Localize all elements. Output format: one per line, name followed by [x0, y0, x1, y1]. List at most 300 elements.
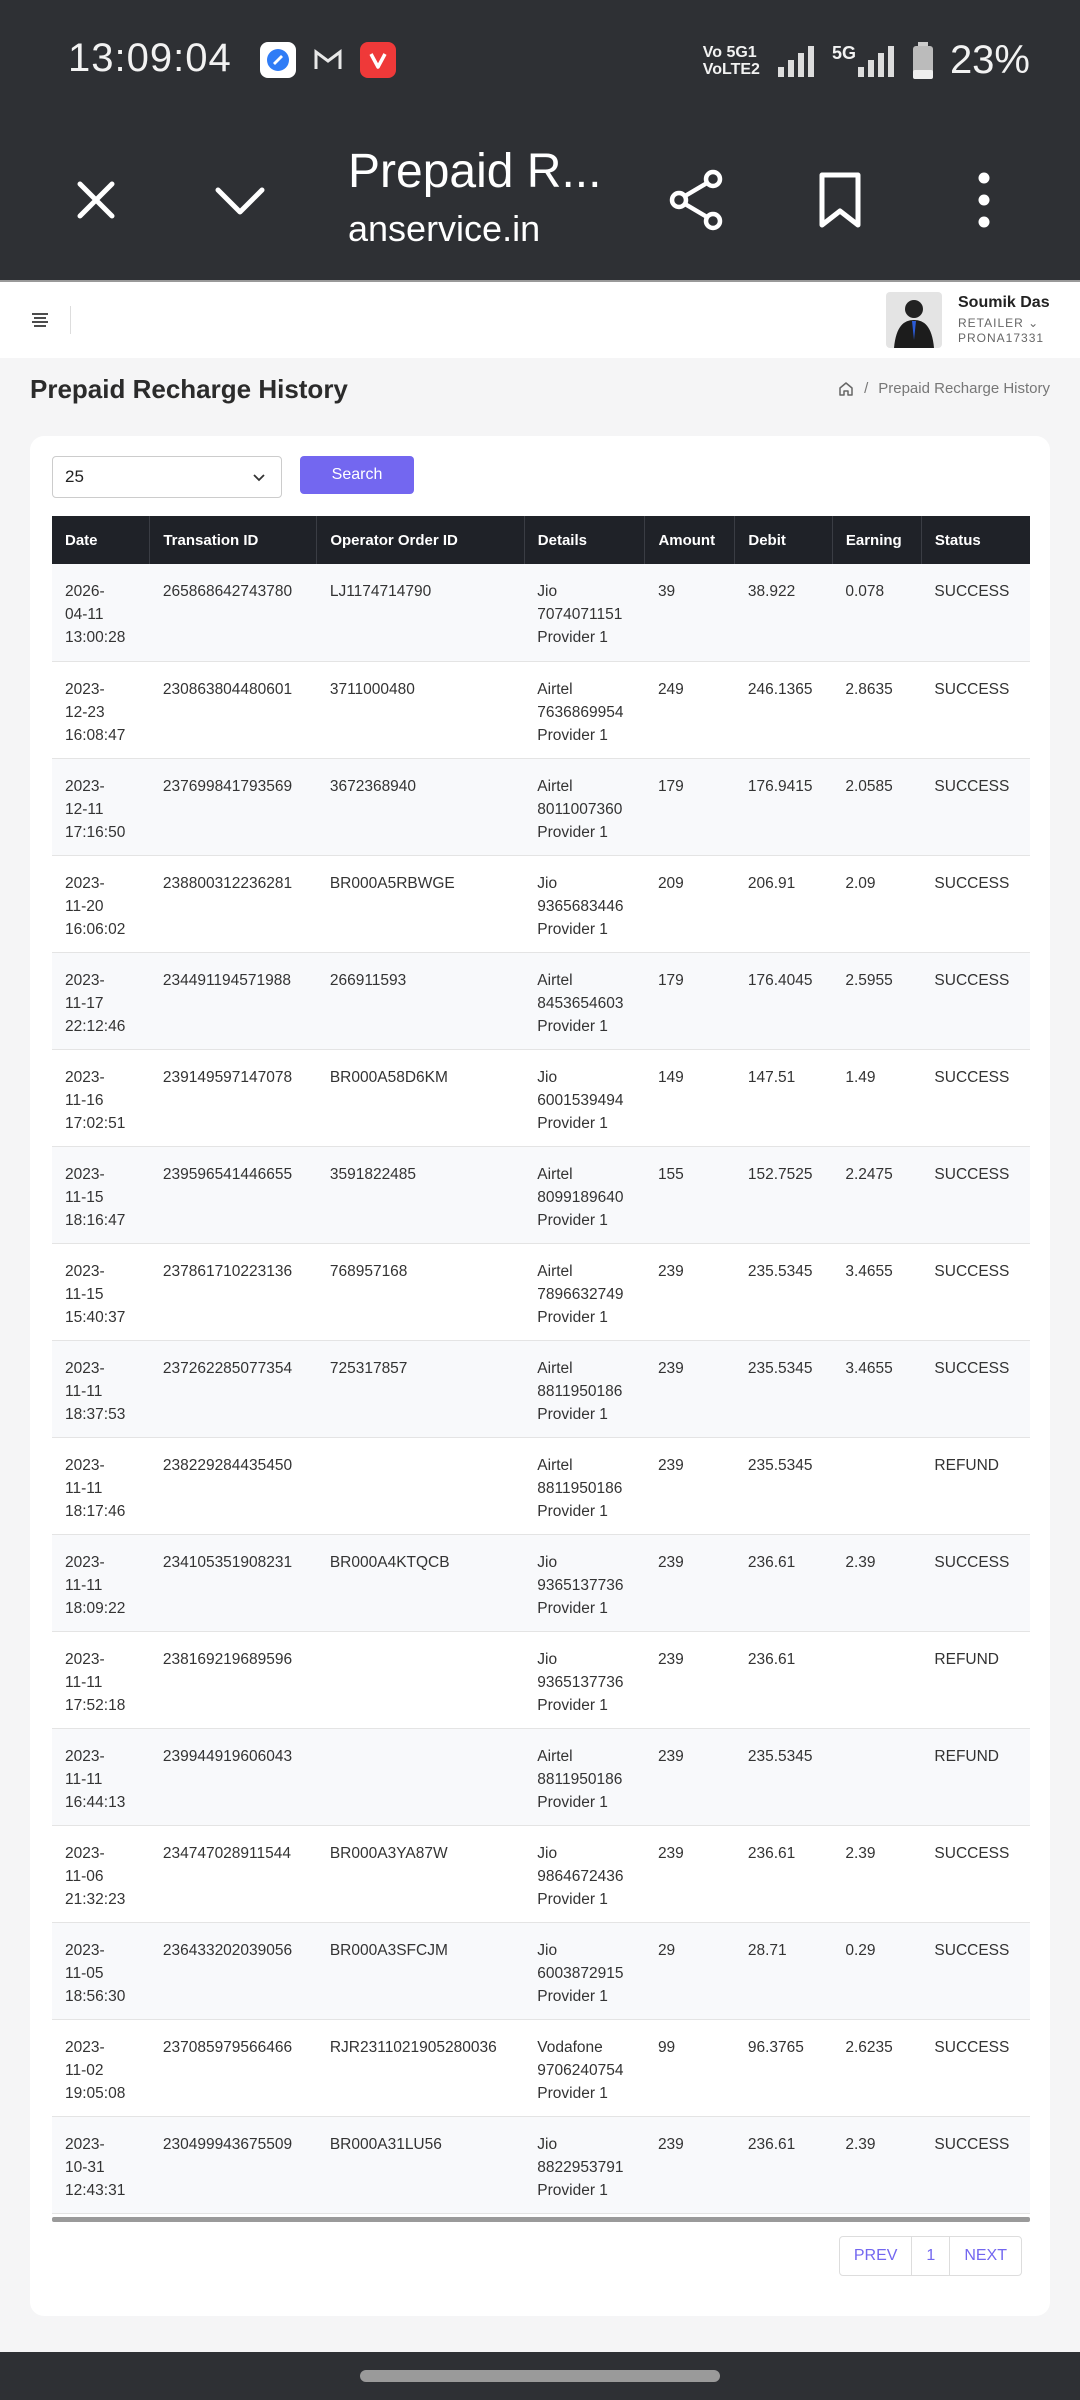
cell-status: SUCCESS [934, 1941, 1010, 1959]
cell-details-line: 9864672436 [537, 1867, 624, 1885]
cell-date-line: 18:16:47 [65, 1211, 126, 1229]
cell-status: SUCCESS [934, 874, 1010, 892]
cell-details-line: 8822953791 [537, 2158, 624, 2176]
column-header[interactable]: Status [934, 531, 981, 549]
cell-debit: 206.91 [747, 874, 796, 892]
cell-details [524, 952, 645, 1049]
cell-transaction-id: 238800312236281 [162, 874, 293, 892]
cell-details [524, 1146, 645, 1243]
cell-earning: 2.39 [845, 2135, 876, 2153]
cell-operator-order-id: RJR2311021905280036 [329, 2038, 497, 2056]
recharge-history-table [52, 516, 1030, 2214]
table-row [52, 1340, 1030, 1437]
cell-earning: 2.8635 [845, 680, 893, 698]
hamburger-menu-icon [30, 312, 50, 328]
cell-details-line: Provider 1 [537, 1114, 608, 1132]
cell-date-line: 11-16 [65, 1091, 104, 1109]
cell-date-line: 2023- [65, 1941, 105, 1959]
cell-date-line: 12-23 [65, 703, 105, 721]
cell-date-line: 18:56:30 [65, 1987, 126, 2005]
status-bar [0, 0, 1080, 124]
cell-operator-order-id [317, 1437, 524, 1534]
cell-amount: 239 [657, 2135, 684, 2153]
cell-date [52, 1922, 150, 2019]
cell-transaction-id: 237861710223136 [162, 1262, 293, 1280]
cell-details-line: Vodafone [537, 2038, 603, 2056]
column-header[interactable]: Transation ID [150, 516, 317, 564]
battery-level: 23% [949, 38, 1030, 82]
cell-details-line: 7896632749 [537, 1285, 624, 1303]
user-avatar-icon [886, 292, 942, 348]
messages-app-icon [260, 42, 296, 78]
home-gesture-handle[interactable] [360, 2370, 720, 2382]
cell-earning: 2.2475 [845, 1165, 893, 1183]
table-row [52, 1825, 1030, 1922]
cell-details-line: Jio [537, 1068, 558, 1086]
cell-details-line: Jio [537, 2135, 558, 2153]
cell-transaction-id: 239944919606043 [162, 1747, 293, 1765]
nav-divider [70, 306, 71, 334]
cell-date [52, 2116, 150, 2213]
cell-status: REFUND [934, 1456, 1000, 1474]
cell-transaction-id: 237262285077354 [162, 1359, 293, 1377]
cell-details-line: 8011007360 [537, 800, 623, 818]
cell-operator-order-id: LJ1174714790 [329, 583, 432, 600]
cell-details-line: Airtel [537, 1747, 573, 1765]
cell-details [524, 1437, 645, 1534]
cell-debit: 236.61 [747, 1650, 796, 1668]
cell-date-line: 2023- [65, 1068, 105, 1086]
cell-date-line: 15:40:37 [65, 1308, 126, 1326]
cell-amount: 149 [657, 1068, 684, 1086]
cell-details [524, 1631, 645, 1728]
cell-details-line: 8453654603 [537, 994, 624, 1012]
column-header[interactable]: Date [52, 516, 150, 564]
next-page-button[interactable]: NEXT [964, 2247, 1007, 2264]
cell-amount: 239 [657, 1650, 684, 1668]
cell-debit: 246.1365 [747, 680, 813, 698]
cell-details [524, 2116, 645, 2213]
cell-details-line: Provider 1 [537, 920, 608, 938]
close-icon [72, 176, 120, 224]
cell-debit: 236.61 [747, 1844, 796, 1862]
cell-details [524, 758, 645, 855]
page-size-select[interactable] [52, 456, 282, 498]
cell-details-line: Airtel [537, 971, 573, 989]
cell-operator-order-id: BR000A5RBWGE [329, 874, 455, 892]
cell-date-line: 11-05 [65, 1964, 104, 1982]
cell-date-line: 2023- [65, 874, 105, 892]
cell-transaction-id: 234491194571988 [162, 971, 291, 989]
table-row [52, 1437, 1030, 1534]
more-options-button[interactable] [948, 164, 1020, 236]
cell-debit: 235.5345 [747, 1262, 813, 1280]
table-row [52, 1728, 1030, 1825]
cell-details [524, 1728, 645, 1825]
cell-amount: 249 [657, 680, 684, 698]
cell-earning: 0.29 [845, 1941, 876, 1959]
cell-transaction-id: 237085979566466 [162, 2038, 293, 2056]
share-icon [667, 169, 725, 231]
cell-date-line: 2023- [65, 1262, 105, 1280]
column-header[interactable]: Details [524, 516, 645, 564]
vivaldi-icon [360, 42, 396, 78]
cell-amount: 239 [657, 1456, 684, 1474]
cell-details-line: Provider 1 [537, 2084, 608, 2102]
cell-status: REFUND [934, 1747, 1000, 1765]
cell-operator-order-id: BR000A3YA87W [329, 1844, 448, 1862]
cell-debit: 38.922 [747, 583, 796, 600]
cell-date-line: 2023- [65, 2135, 105, 2153]
gmail-icon [310, 42, 346, 78]
column-header[interactable]: Earning [832, 516, 921, 564]
cell-details-line: Provider 1 [537, 1696, 608, 1714]
current-page[interactable]: 1 [912, 2237, 950, 2275]
table-row [52, 758, 1030, 855]
cell-operator-order-id: BR000A4KTQCB [329, 1553, 450, 1571]
notification-icons [260, 42, 396, 78]
cell-details-line: Provider 1 [537, 1502, 608, 1520]
table-row [52, 1922, 1030, 2019]
cell-status: SUCCESS [934, 680, 1010, 698]
cell-date-line: 2023- [65, 1553, 105, 1571]
cell-details-line: Provider 1 [537, 1308, 608, 1326]
cell-details-line: 6001539494 [537, 1091, 624, 1109]
cell-details-line: 9706240754 [537, 2061, 624, 2079]
cell-transaction-id: 236433202039056 [162, 1941, 293, 1959]
cell-earning: 2.09 [845, 874, 876, 892]
cell-details-line: Provider 1 [537, 2181, 608, 2199]
cell-operator-order-id: 3591822485 [329, 1165, 417, 1183]
cell-transaction-id: 239149597147078 [162, 1068, 293, 1086]
table-row [52, 1534, 1030, 1631]
cell-status: SUCCESS [934, 1359, 1010, 1377]
cell-date-line: 11-15 [65, 1188, 104, 1206]
cell-transaction-id: 238169219689596 [162, 1650, 293, 1668]
cell-operator-order-id: BR000A3SFCJM [329, 1941, 448, 1959]
cell-details-line: Provider 1 [537, 726, 608, 744]
cell-date-line: 2023- [65, 1165, 105, 1183]
cell-details-line: Provider 1 [537, 1793, 608, 1811]
cell-amount: 239 [657, 1262, 684, 1280]
close-tab-button[interactable] [60, 164, 132, 236]
status-indicators [703, 38, 1030, 83]
cell-details-line: 8811950186 [537, 1770, 623, 1788]
cell-details-line: 8811950186 [537, 1382, 623, 1400]
bookmark-button[interactable] [804, 164, 876, 236]
cell-details-line: Provider 1 [537, 823, 608, 841]
cell-date [52, 758, 150, 855]
cell-date-line: 11-11 [65, 1576, 103, 1594]
user-code: PRONA17331 [958, 331, 1045, 345]
table-row [52, 855, 1030, 952]
table-row [52, 952, 1030, 1049]
cell-details-line: Airtel [537, 1165, 573, 1183]
table-header-row [52, 516, 1030, 564]
table-row [52, 661, 1030, 758]
cell-details-line: Provider 1 [537, 1405, 608, 1423]
cell-operator-order-id: 3672368940 [329, 777, 417, 795]
cell-date-line: 11-15 [65, 1285, 104, 1303]
cell-date-line: 2026- [65, 583, 105, 600]
cell-date-line: 21:32:23 [65, 1890, 126, 1908]
cell-date [52, 564, 150, 661]
search-button[interactable]: Search [300, 456, 414, 494]
cell-details [524, 661, 645, 758]
cell-earning: 2.5955 [845, 971, 893, 989]
cell-details-line: Jio [537, 583, 558, 600]
cell-date [52, 1728, 150, 1825]
cell-debit: 236.61 [747, 1553, 796, 1571]
cell-status: SUCCESS [934, 1844, 1010, 1862]
page-url[interactable]: anservice.in [348, 208, 541, 249]
cell-details [524, 1340, 645, 1437]
cell-operator-order-id [317, 1728, 524, 1825]
cell-date [52, 952, 150, 1049]
cell-status: SUCCESS [934, 1165, 1010, 1183]
more-vertical-icon [974, 172, 994, 228]
cell-operator-order-id: 3711000480 [329, 680, 415, 698]
cell-details-line: Provider 1 [537, 629, 608, 646]
cell-date [52, 2019, 150, 2116]
cell-details-line: Airtel [537, 680, 573, 698]
cell-date-line: 18:09:22 [65, 1599, 126, 1617]
cell-date-line: 2023- [65, 1456, 105, 1474]
cell-date-line: 12:43:31 [65, 2181, 126, 2199]
cell-date-line: 11-02 [65, 2061, 104, 2079]
cell-transaction-id: 239596541446655 [162, 1165, 293, 1183]
cell-transaction-id: 230863804480601 [162, 680, 293, 698]
cell-date-line: 22:12:46 [65, 1017, 126, 1035]
cell-details [524, 1825, 645, 1922]
cell-earning: 2.39 [845, 1553, 876, 1571]
cell-details-line: Jio [537, 1844, 558, 1862]
chevron-down-icon [251, 469, 267, 485]
cell-details-line: Airtel [537, 1359, 573, 1377]
cell-details [524, 855, 645, 952]
cell-date [52, 1825, 150, 1922]
cell-details-line: 8811950186 [537, 1479, 623, 1497]
cell-date-line: 17:52:18 [65, 1696, 126, 1714]
cell-debit: 176.4045 [747, 971, 813, 989]
cell-amount: 239 [657, 1844, 684, 1862]
cell-details-line: Provider 1 [537, 1890, 608, 1908]
prev-page-button[interactable]: PREV [840, 2237, 913, 2275]
cell-debit: 147.51 [747, 1068, 796, 1086]
column-header[interactable]: Debit [735, 516, 832, 564]
browser-toolbar [0, 124, 1080, 280]
breadcrumb-separator: / [864, 380, 869, 397]
page-title: Prepaid Recharge History [30, 374, 348, 404]
cell-date-line: 13:00:28 [65, 629, 126, 646]
cell-debit: 235.5345 [747, 1456, 813, 1474]
cell-details-line: Airtel [537, 1456, 573, 1474]
cell-details-line: Jio [537, 874, 558, 892]
cell-operator-order-id: 725317857 [329, 1359, 408, 1377]
breadcrumb [838, 380, 1050, 397]
cell-details-line: Provider 1 [537, 1017, 608, 1035]
avatar[interactable] [886, 292, 942, 348]
cell-details [524, 1049, 645, 1146]
cell-details-line: 7074071151 [537, 606, 623, 623]
chevron-down-icon [212, 180, 268, 220]
cell-debit: 96.3765 [747, 2038, 804, 2056]
network-type-label: Vo 5G1 VoLTE2 [702, 43, 760, 78]
cell-transaction-id: 238229284435450 [162, 1456, 293, 1474]
cell-date-line: 16:08:47 [65, 726, 126, 744]
cell-date-line: 10-31 [65, 2158, 105, 2176]
history-card [30, 436, 1050, 2316]
cell-operator-order-id [317, 1631, 524, 1728]
cell-date-line: 16:06:02 [65, 920, 126, 938]
cell-details-line: 9365683446 [537, 897, 624, 915]
cell-details-line: Provider 1 [537, 1987, 608, 2005]
signal-5g-icon: 5G [832, 43, 896, 79]
cell-date [52, 1243, 150, 1340]
status-time: 13:09:04 [68, 36, 232, 80]
cell-date-line: 12-11 [65, 800, 104, 818]
cell-amount: 155 [657, 1165, 684, 1183]
cell-earning: 2.39 [845, 1844, 876, 1862]
cell-operator-order-id: 266911593 [329, 971, 407, 989]
table-row [52, 2116, 1030, 2213]
user-name[interactable]: Soumik Das [958, 294, 1050, 311]
bookmark-icon [818, 171, 862, 229]
user-role-dropdown[interactable]: RETAILER ⌄ [958, 316, 1040, 330]
cell-date-line: 11-11 [65, 1770, 103, 1788]
minimize-tab-button[interactable] [204, 164, 276, 236]
cell-amount: 239 [657, 1553, 684, 1571]
cell-date [52, 1437, 150, 1534]
cell-date [52, 661, 150, 758]
cell-date-line: 18:37:53 [65, 1405, 126, 1423]
cell-status: SUCCESS [934, 1262, 1010, 1280]
cell-details-line: Airtel [537, 1262, 573, 1280]
table-row [52, 1243, 1030, 1340]
cell-details [524, 1243, 645, 1340]
column-header[interactable]: Operator Order ID [317, 516, 524, 564]
cell-amount: 179 [657, 777, 684, 795]
breadcrumb-current: Prepaid Recharge History [878, 380, 1050, 397]
cell-date [52, 855, 150, 952]
pagination [839, 2236, 1022, 2276]
cell-amount: 239 [657, 1747, 684, 1765]
cell-date-line: 17:16:50 [65, 823, 126, 841]
cell-debit: 28.71 [747, 1941, 787, 1959]
cell-details-line: Jio [537, 1553, 558, 1571]
cell-date [52, 1146, 150, 1243]
share-button[interactable] [660, 164, 732, 236]
cell-date-line: 16:44:13 [65, 1793, 126, 1811]
cell-earning: 3.4655 [845, 1359, 893, 1377]
cell-operator-order-id: 768957168 [329, 1262, 408, 1280]
cell-date-line: 11-06 [65, 1867, 104, 1885]
cell-amount: 179 [657, 971, 684, 989]
cell-transaction-id: 234105351908231 [162, 1553, 293, 1571]
cell-date-line: 2023- [65, 777, 105, 795]
table-row [52, 1049, 1030, 1146]
cell-amount: 99 [657, 2038, 676, 2056]
cell-details [524, 564, 645, 661]
cell-details-line: Airtel [537, 777, 573, 795]
table-row [52, 564, 1030, 661]
cell-details-line: Provider 1 [537, 1211, 608, 1229]
cell-debit: 152.7525 [747, 1165, 813, 1183]
cell-date-line: 2023- [65, 1359, 105, 1377]
cell-debit: 176.9415 [747, 777, 813, 795]
cell-earning: 1.49 [845, 1068, 876, 1086]
cell-status: SUCCESS [934, 1068, 1010, 1086]
page-size-value: 25 [65, 467, 84, 486]
cell-date [52, 1340, 150, 1437]
cell-transaction-id: 265868642743780 [162, 583, 293, 600]
column-header[interactable]: Amount [645, 516, 735, 564]
cell-date-line: 2023- [65, 2038, 105, 2056]
cell-earning: 2.0585 [845, 777, 893, 795]
cell-details-line: Provider 1 [537, 1599, 608, 1617]
cell-date-line: 11-11 [65, 1673, 103, 1691]
cell-details [524, 1922, 645, 2019]
cell-date-line: 11-11 [65, 1382, 103, 1400]
cell-date-line: 2023- [65, 680, 105, 698]
cell-details [524, 1534, 645, 1631]
table-row [52, 2019, 1030, 2116]
cell-amount: 209 [657, 874, 684, 892]
page-tab-title: Prepaid R... [348, 145, 602, 198]
table-row [52, 1146, 1030, 1243]
cell-earning: 2.6235 [845, 2038, 893, 2056]
cell-transaction-id: 230499943675509 [162, 2135, 293, 2153]
cell-earning: 3.4655 [845, 1262, 893, 1280]
cell-date-line: 2023- [65, 1747, 105, 1765]
cell-details-line: 9365137736 [537, 1576, 624, 1594]
cell-status: SUCCESS [934, 2135, 1010, 2153]
cell-earning [832, 1631, 921, 1728]
menu-toggle[interactable] [30, 312, 50, 332]
cell-date-line: 11-20 [65, 897, 104, 915]
cell-date-line: 04-11 [65, 606, 104, 623]
cell-date-line: 11-11 [65, 1479, 103, 1497]
cell-details-line: 9365137736 [537, 1673, 624, 1691]
cell-debit: 235.5345 [747, 1747, 813, 1765]
home-icon[interactable] [838, 381, 854, 397]
cell-details-line: 8099189640 [537, 1188, 624, 1206]
cell-transaction-id: 237699841793569 [162, 777, 293, 795]
cell-amount: 39 [657, 583, 676, 600]
battery-icon [912, 42, 934, 80]
cell-transaction-id: 234747028911544 [162, 1844, 291, 1862]
cell-details-line: Jio [537, 1650, 558, 1668]
cell-date-line: 2023- [65, 1650, 105, 1668]
cell-date [52, 1049, 150, 1146]
horizontal-scrollbar[interactable] [52, 2217, 1030, 2222]
cell-date [52, 1631, 150, 1728]
cell-status: SUCCESS [934, 971, 1010, 989]
cell-status: SUCCESS [934, 1553, 1010, 1571]
cell-earning [832, 1728, 921, 1825]
cell-amount: 239 [657, 1359, 684, 1377]
cell-status: REFUND [934, 1650, 1000, 1668]
cell-status: SUCCESS [934, 583, 1010, 600]
cell-status: SUCCESS [934, 2038, 1010, 2056]
cell-date-line: 17:02:51 [65, 1114, 126, 1132]
cell-earning [832, 1437, 921, 1534]
cell-date-line: 18:17:46 [65, 1502, 126, 1520]
navigation-bar [0, 2352, 1080, 2400]
cell-date-line: 2023- [65, 1844, 105, 1862]
cell-details-line: Jio [537, 1941, 558, 1959]
table-row [52, 1631, 1030, 1728]
